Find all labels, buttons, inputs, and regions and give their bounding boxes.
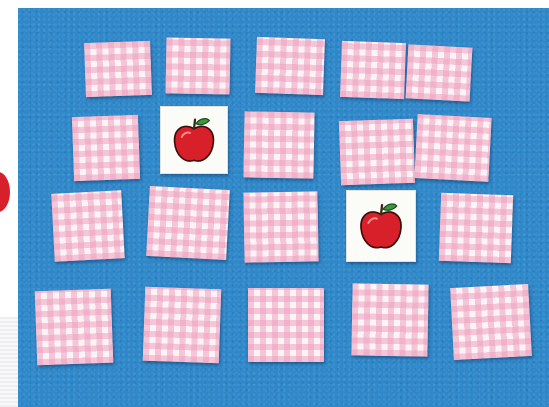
game-board	[18, 8, 549, 407]
memory-card[interactable]	[255, 37, 325, 95]
memory-card[interactable]	[160, 106, 228, 174]
memory-card[interactable]	[35, 289, 114, 366]
memory-card[interactable]	[243, 191, 318, 262]
memory-card[interactable]	[450, 284, 532, 360]
memory-card[interactable]	[166, 37, 231, 94]
apple-icon	[170, 115, 219, 166]
memory-card[interactable]	[243, 111, 314, 178]
memory-card[interactable]	[248, 288, 324, 362]
memory-card[interactable]	[439, 193, 513, 263]
memory-card[interactable]	[51, 190, 124, 262]
memory-card[interactable]	[84, 41, 152, 97]
memory-card[interactable]	[406, 44, 473, 101]
memory-card[interactable]	[351, 283, 428, 356]
memory-card[interactable]	[72, 115, 140, 181]
edge-texture	[0, 317, 18, 407]
memory-card[interactable]	[340, 41, 406, 99]
partial-apple-edge	[0, 172, 10, 212]
apple-icon	[356, 200, 406, 253]
left-edge-strip	[0, 0, 18, 407]
memory-card[interactable]	[146, 186, 230, 260]
memory-card[interactable]	[414, 114, 491, 182]
memory-card[interactable]	[346, 190, 416, 262]
memory-card[interactable]	[143, 287, 222, 364]
memory-card[interactable]	[339, 119, 415, 186]
